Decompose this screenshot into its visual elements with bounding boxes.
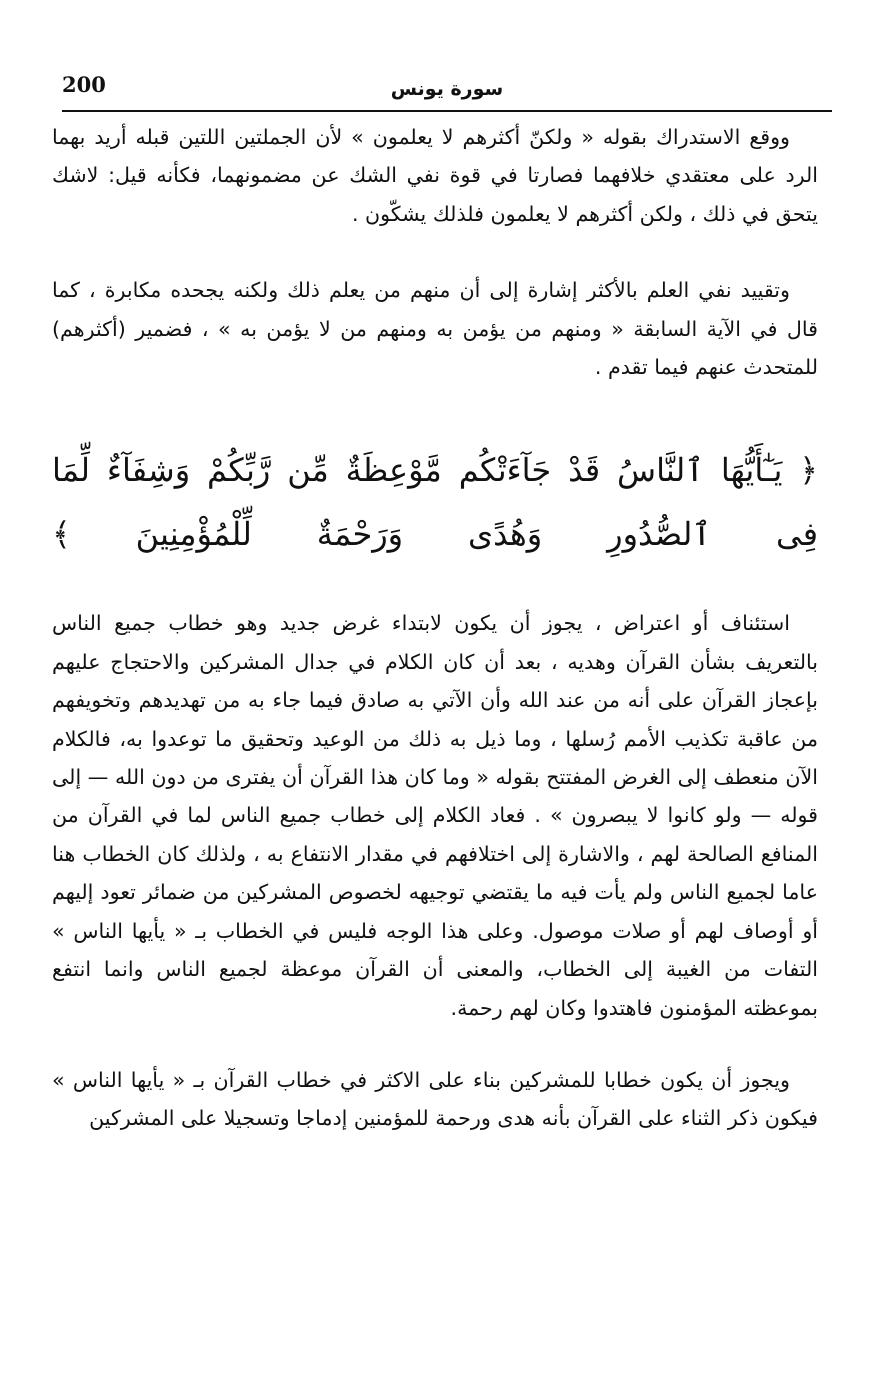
quran-verse xyxy=(52,438,818,566)
running-title: سورة يونس xyxy=(390,78,504,100)
paragraph-2: وتقييد نفي العلم بالأكثر إشارة إلى أن منهم من يعلم ذلك ولكنه يجحده مكابرة ، كما قال في الآية السابقة « ومنهم من يؤمن به ومنهم من لا يؤمن به » ، فضمير (أكثرهم) للمتحدث عنهم فيما تقدم . xyxy=(52,278,818,380)
paragraph-3: استئناف أو اعتراض ، يجوز أن يكون لابتداء غرض جديد وهو خطاب جميع الناس بالتعريف بشأن القرآن وهديه ، بعد أن كان الكلام في جدال المشركين والاحتجاج عليهم بإعجاز القرآن على أنه من عند الله وأن الآتي به صادق فيما جاء به من تهديدهم وتخويفهم من عاقبة تكذيب الأمم رُسلها ، وما ذيل به ذلك من الوعيد وتحقيق ما توعدوا به، فالكلام الآن منعطف إلى الغرض المفتتح بقوله « وما كان هذا القرآن أن يفترى من دون الله — إلى قوله — ولو كانوا لا يبصرون » . فعاد الكلام إلى خطاب جميع الناس لما في القرآن من المنافع الصالحة لهم ، والاشارة إلى اختلافهم في مقدار الانتفاع به ، ولذلك كان الخطاب هنا عاما لجميع الناس ولم يأت فيه ما يقتضي توجيهه لخصوص المشركين من ضمائر تعود إليهم أو أوصاف لهم أو صلات موصول. وعلى هذا الوجه فليس في الخطاب بـ « يأيها الناس » التفات من الغيبة إلى الخطاب، والمعنى أن القرآن موعظة لجميع الناس وانما انتفع بموعظته المؤمنون فاهتدوا وكان لهم رحمة. xyxy=(52,611,818,1020)
page-number: 200 xyxy=(62,72,106,97)
verse-line-2: فِى ٱلصُّدُورِ وَهُدًى وَرَحْمَةٌ لِّلْمُؤْمِنِينَ ﴾ xyxy=(52,515,818,554)
page-header xyxy=(62,66,832,112)
paragraph-4: ويجوز أن يكون خطابا للمشركين بناء على الاكثر في خطاب القرآن بـ « يأيها الناس » فيكون ذكر الثناء على القرآن بأنه هدى ورحمة للمؤمنين إدماجا وتسجيلا على المشركين xyxy=(52,1067,818,1131)
paragraph-1: ووقع الاستدراك بقوله « ولكنّ أكثرهم لا يعلمون » لأن الجملتين اللتين قبله أريد بهما الرد على معتقدي خلافهما فصارتا في قوة نفي الشك عن مضمونهما، فكأنه قيل: لاشك يتحق في ذلك ، ولكن أكثرهم لا يعلمون فلذلك يشكّون . xyxy=(52,125,818,226)
page-body xyxy=(52,118,818,1138)
verse-line-1: ﴿ يَـٰٓأَيُّهَا ٱلنَّاسُ قَدْ جَآءَتْكُم مَّوْعِظَةٌ مِّن رَّبِّكُمْ وَشِفَآءٌ لِّمَا xyxy=(52,451,819,490)
